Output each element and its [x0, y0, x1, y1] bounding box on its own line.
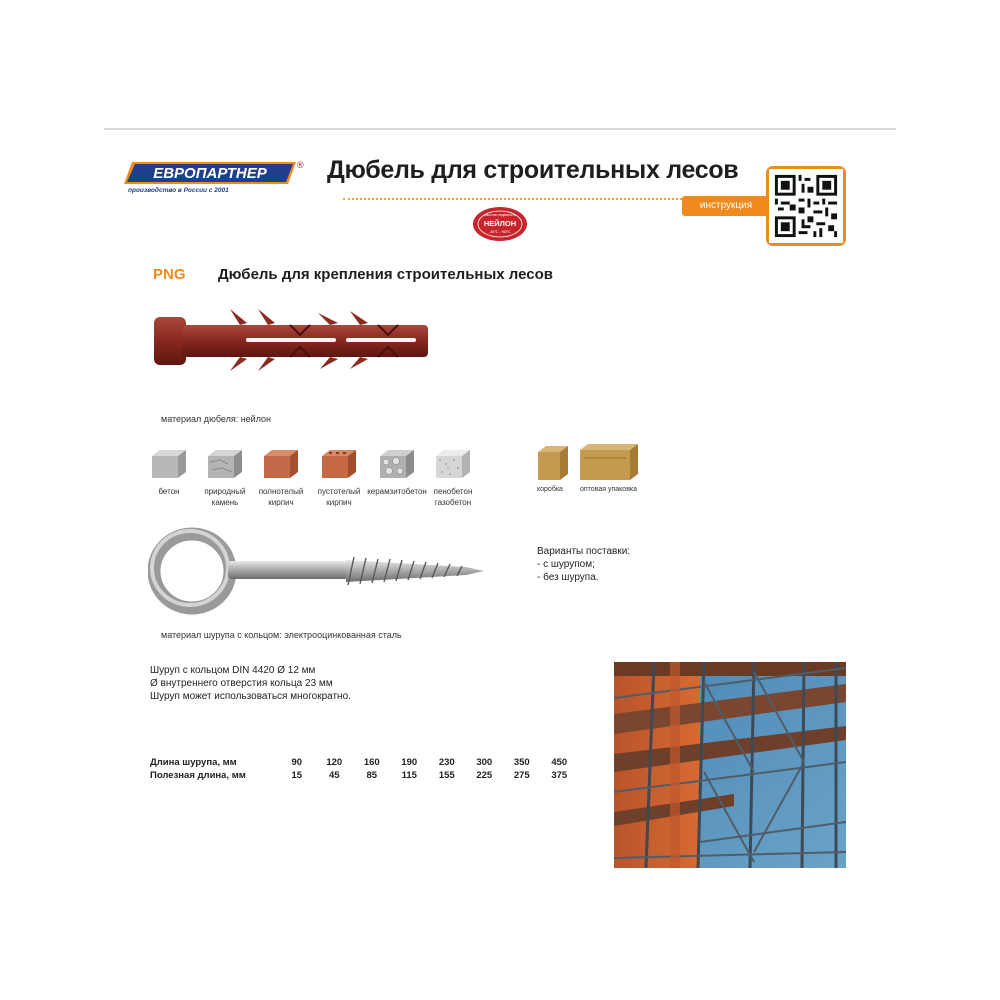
table-cell: 230: [438, 757, 455, 768]
variant-item: - с шурупом;: [537, 559, 595, 570]
table-cell: 350: [513, 757, 530, 768]
spec-line: Шуруп может использоваться многократно.: [150, 691, 351, 702]
material-label: бетон: [158, 487, 180, 496]
packaging-label: коробка: [537, 486, 563, 493]
scaffolding-photo: [614, 662, 846, 868]
table-cell: 90: [291, 757, 303, 768]
screw-material-caption: материал шурупа с кольцом: электрооцинкованная сталь: [161, 630, 402, 640]
brand-name: ЕВРОПАРТНЕР: [153, 165, 267, 182]
table-row: [150, 769, 578, 782]
product-description: Дюбель для крепления строительных лесов: [218, 266, 553, 283]
row-label: Полезная длина, мм: [150, 770, 246, 781]
material-label: пенобетон газобетон: [433, 487, 473, 507]
table-cell: 155: [438, 770, 455, 781]
spec-line: Шуруп с кольцом DIN 4420 Ø 12 мм: [150, 665, 316, 676]
top-divider: [104, 128, 896, 130]
hollow-brick-icon: [320, 448, 358, 480]
material-label: керамзитобетон: [367, 487, 427, 496]
table-cell: 225: [476, 770, 493, 781]
row-label: Длина шурупа, мм: [150, 757, 237, 768]
dowel-material-caption: материал дюбеля: нейлон: [161, 414, 272, 424]
variant-item: - без шурупа.: [537, 572, 599, 583]
page-title: Дюбель для строительных лесов: [327, 156, 739, 184]
material-label: полнотелый кирпич: [258, 487, 304, 507]
svg-text:-40°C - +80°C: -40°C - +80°C: [489, 230, 511, 234]
solid-brick-icon: [262, 448, 300, 480]
nylon-quality-seal: [472, 206, 528, 242]
material-label: пустотелый кирпич: [317, 487, 361, 507]
table-cell: 120: [326, 757, 343, 768]
table-cell: 115: [401, 770, 417, 781]
aerated-concrete-icon: [434, 448, 472, 480]
table-cell: 160: [363, 757, 380, 768]
title-dotted-line: [343, 198, 686, 200]
svg-text:качество надёжность: качество надёжность: [484, 213, 516, 217]
packaging-label: оптовая упаковка: [580, 486, 638, 493]
small-box-icon: [536, 444, 570, 482]
concrete-block-icon: [150, 448, 188, 480]
wholesale-box-icon: [578, 442, 640, 482]
table-cell: 85: [366, 770, 378, 781]
length-table: [150, 756, 578, 782]
svg-text:НЕЙЛОН: НЕЙЛОН: [483, 219, 517, 228]
spec-line: Ø внутреннего отверстия кольца 23 мм: [150, 678, 333, 689]
product-code: PNG: [153, 266, 186, 283]
table-cell: 375: [551, 770, 568, 781]
material-label: природный камень: [204, 487, 246, 507]
delivery-variants: [537, 545, 630, 584]
instruction-tab[interactable]: инструкция: [682, 196, 770, 216]
table-cell: 15: [291, 770, 303, 781]
registered-mark: ®: [297, 160, 304, 170]
qr-code[interactable]: [766, 166, 846, 246]
natural-stone-icon: [206, 448, 244, 480]
brand-tagline: производство в России с 2001: [128, 187, 229, 194]
expanded-clay-concrete-icon: [378, 448, 416, 480]
europartner-logo: [124, 160, 296, 186]
table-cell: 300: [476, 757, 493, 768]
table-row: [150, 756, 578, 769]
ring-screw-image: [148, 527, 488, 623]
nylon-dowel-image: [150, 305, 430, 375]
table-cell: 190: [401, 757, 418, 768]
screw-specs: [150, 664, 351, 703]
variants-title: Варианты поставки:: [537, 546, 631, 557]
table-cell: 450: [551, 757, 568, 768]
table-cell: 45: [328, 770, 340, 781]
table-cell: 275: [513, 770, 530, 781]
qr-code-icon: [769, 169, 843, 243]
